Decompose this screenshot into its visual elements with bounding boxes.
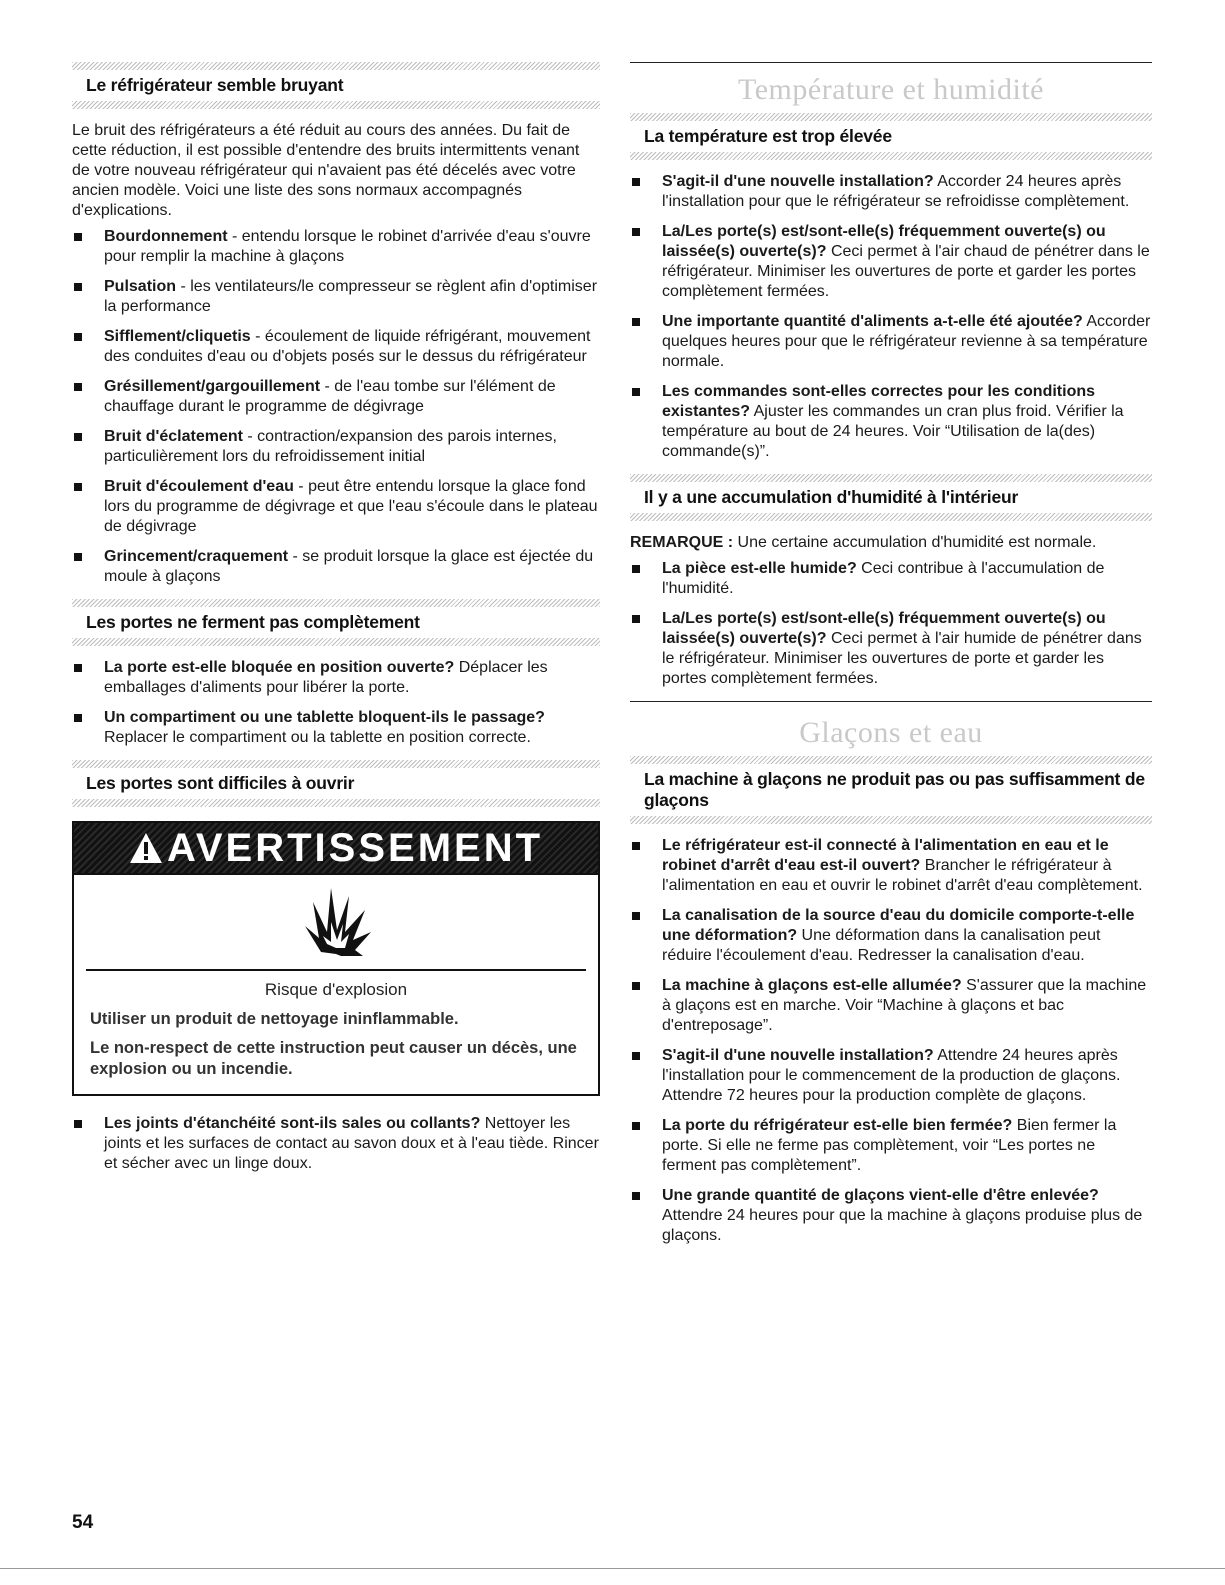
page-number: 54 bbox=[72, 1512, 94, 1533]
bullet-icon bbox=[632, 388, 640, 396]
list-item bbox=[72, 427, 600, 467]
list-item bbox=[630, 222, 1152, 302]
subheading-title: Le réfrigérateur semble bruyant bbox=[86, 75, 344, 95]
item-lead: Grincement/craquement bbox=[104, 548, 289, 565]
item-text: Accorder quelques heures pour que le réfrigérateur revienne à sa température normale. bbox=[662, 313, 1151, 370]
item-text: Ceci permet à l'air humide de pénétrer dans le réfrigérateur. Minimiser les ouvertures de porte et garder les portes complètement fermées. bbox=[662, 630, 1142, 687]
item-lead: Pulsation bbox=[104, 278, 177, 295]
item-lead: S'agit-il d'une nouvelle installation? bbox=[662, 1047, 934, 1064]
left-column bbox=[72, 62, 600, 1186]
list-item bbox=[630, 312, 1152, 372]
item-text: - peut être entendu lorsque la glace fond lors du programme de dégivrage et que l'eau s'écoule dans le plateau de dégivrage bbox=[104, 478, 598, 535]
subheading bbox=[72, 607, 600, 638]
list-item bbox=[630, 836, 1152, 896]
item-text: - écoulement de liquide réfrigérant, mouvement des conduites d'eau ou d'objets posés sur le dessus du réfrigérateur bbox=[104, 328, 591, 365]
bullet-icon bbox=[74, 714, 82, 722]
item-text: Accorder 24 heures après l'installation pour que le réfrigérateur se refroidisse complètement. bbox=[662, 173, 1130, 210]
section-temperature-high bbox=[630, 113, 1152, 462]
item-lead: Le réfrigérateur est-il connecté à l'alimentation en eau et le robinet d'arrêt d'eau est-il ouvert? bbox=[662, 837, 1109, 874]
divider bbox=[72, 599, 600, 607]
item-text: Attendre 24 heures après l'installation pour le commencement de la production de glaçons. Attendre 72 heures pour la production complète de glaçons. bbox=[662, 1047, 1121, 1104]
bullet-icon bbox=[74, 383, 82, 391]
item-text: Ajuster les commandes un cran plus froid. Vérifier la température au bout de 24 heures. Voir “Utilisation de la(des) commande(s)”. bbox=[662, 403, 1124, 460]
warning-header-text: AVERTISSEMENT bbox=[166, 826, 544, 870]
item-lead: Bruit d'éclatement bbox=[104, 428, 243, 445]
divider bbox=[630, 474, 1152, 482]
list-item bbox=[72, 658, 600, 698]
warning-consequence: Le non-respect de cette instruction peut causer un décès, une explosion ou un incendie. bbox=[90, 1039, 577, 1078]
item-lead: Grésillement/gargouillement bbox=[104, 378, 321, 395]
list-item bbox=[630, 1116, 1152, 1176]
section-title: Température et humidité bbox=[738, 73, 1044, 106]
divider bbox=[630, 816, 1152, 824]
list-item bbox=[72, 1114, 600, 1174]
warning-triangle-icon bbox=[129, 832, 163, 864]
item-lead: Un compartiment ou une tablette bloquent-ils le passage? bbox=[104, 709, 545, 726]
bullet-icon bbox=[74, 1120, 82, 1128]
bullet-list bbox=[72, 1114, 600, 1174]
bullet-icon bbox=[74, 483, 82, 491]
divider bbox=[630, 113, 1152, 121]
section-title: Glaçons et eau bbox=[799, 716, 983, 749]
list-item bbox=[630, 976, 1152, 1036]
subheading bbox=[630, 482, 1152, 513]
warning-instruction: Utiliser un produit de nettoyage ininflammable. bbox=[90, 1010, 459, 1028]
item-text: Ceci permet à l'air chaud de pénétrer dans le réfrigérateur. Minimiser les ouvertures de porte et garder les portes complètement fermées. bbox=[662, 243, 1150, 300]
item-text: Attendre 24 heures pour que la machine à glaçons produise plus de glaçons. bbox=[662, 1207, 1143, 1244]
item-text: Déplacer les emballages d'aliments pour libérer la porte. bbox=[104, 659, 548, 696]
divider bbox=[72, 760, 600, 768]
subheading-title: Les portes ne ferment pas complètement bbox=[86, 612, 420, 632]
section-humidity bbox=[630, 474, 1152, 689]
item-text: Replacer le compartiment ou la tablette en position correcte. bbox=[104, 729, 531, 746]
item-text: - de l'eau tombe sur l'élément de chauffage durant le programme de dégivrage bbox=[104, 378, 556, 415]
item-lead: La pièce est-elle humide? bbox=[662, 560, 857, 577]
list-item bbox=[630, 559, 1152, 599]
item-text: Ceci contribue à l'accumulation de l'humidité. bbox=[662, 560, 1105, 597]
list-item bbox=[72, 377, 600, 417]
divider bbox=[630, 513, 1152, 521]
subheading-title: Les portes sont difficiles à ouvrir bbox=[86, 773, 355, 793]
divider bbox=[630, 756, 1152, 764]
item-text: - entendu lorsque le robinet d'arrivée d'eau s'ouvre pour remplir la machine à glaçons bbox=[104, 228, 591, 265]
list-item bbox=[630, 172, 1152, 212]
bullet-icon bbox=[632, 615, 640, 623]
item-lead: Bourdonnement bbox=[104, 228, 228, 245]
bullet-icon bbox=[632, 318, 640, 326]
item-lead: La/Les porte(s) est/sont-elle(s) fréquemment ouverte(s) ou laissée(s) ouverte(s)? bbox=[662, 610, 1106, 647]
divider bbox=[72, 638, 600, 646]
section-doors-hard-to-open bbox=[72, 760, 600, 1174]
divider bbox=[72, 101, 600, 109]
bullet-icon bbox=[632, 912, 640, 920]
list-item bbox=[72, 477, 600, 537]
bullet-list bbox=[72, 658, 600, 748]
item-text: - contraction/expansion des parois internes, particulièrement lors du refroidissement initial bbox=[104, 428, 557, 465]
bullet-list bbox=[630, 172, 1152, 462]
item-lead: S'agit-il d'une nouvelle installation? bbox=[662, 173, 934, 190]
item-lead: Bruit d'écoulement d'eau bbox=[104, 478, 294, 495]
warning-symbol bbox=[86, 875, 586, 971]
bullet-icon bbox=[74, 233, 82, 241]
item-lead: La machine à glaçons est-elle allumée? bbox=[662, 977, 962, 994]
bullet-icon bbox=[74, 553, 82, 561]
warning-risk: Risque d'explosion bbox=[264, 980, 408, 999]
subheading-title: La machine à glaçons ne produit pas ou pas suffisamment de glaçons bbox=[644, 769, 1145, 810]
intro-paragraph: Le bruit des réfrigérateurs a été réduit au cours des années. Du fait de cette réduction, il est possible d'entendre des bruits intermittents venant de votre nouveau réfrigérateur qui n'avaient pas été décelés avec votre ancien modèle. Voici une liste des sons normaux accompagnés d'explications. bbox=[72, 122, 580, 219]
list-item bbox=[630, 1186, 1152, 1246]
note-text: Une certaine accumulation d'humidité est normale. bbox=[733, 534, 1097, 551]
item-text: Bien fermer la porte. Si elle ne ferme pas complètement, voir “Les portes ne ferment pas complètement”. bbox=[662, 1117, 1117, 1174]
item-lead: La/Les porte(s) est/sont-elle(s) fréquemment ouverte(s) ou laissée(s) ouverte(s)? bbox=[662, 223, 1106, 260]
note-paragraph bbox=[630, 533, 1152, 553]
subheading bbox=[72, 768, 600, 799]
subheading bbox=[72, 70, 600, 101]
item-lead: Sifflement/cliquetis bbox=[104, 328, 251, 345]
bullet-list bbox=[630, 836, 1152, 1246]
item-lead: Une grande quantité de glaçons vient-elle d'être enlevée? bbox=[662, 1187, 1099, 1204]
note-label: REMARQUE : bbox=[630, 534, 734, 551]
item-lead: La porte du réfrigérateur est-elle bien fermée? bbox=[662, 1117, 1013, 1134]
item-text: Nettoyer les joints et les surfaces de contact au savon doux et à l'eau tiède. Rincer et sécher avec un linge doux. bbox=[104, 1115, 599, 1172]
explosion-icon bbox=[291, 882, 381, 962]
item-text: - se produit lorsque la glace est éjectée du moule à glaçons bbox=[104, 548, 594, 585]
section-doors-not-closing bbox=[72, 599, 600, 748]
subheading bbox=[630, 764, 1152, 816]
warning-box bbox=[72, 821, 600, 1096]
bullet-icon bbox=[74, 664, 82, 672]
subheading-title: Il y a une accumulation d'humidité à l'intérieur bbox=[644, 487, 1019, 507]
item-text: Brancher le réfrigérateur à l'alimentation en eau et ouvrir le robinet d'arrêt d'eau complètement. bbox=[662, 857, 1143, 894]
subheading bbox=[630, 121, 1152, 152]
bullet-icon bbox=[632, 228, 640, 236]
item-text: S'assurer que la machine à glaçons est en marche. Voir “Machine à glaçons et bac d'entreposage”. bbox=[662, 977, 1147, 1034]
list-item bbox=[72, 227, 600, 267]
bullet-list bbox=[630, 559, 1152, 689]
divider bbox=[630, 152, 1152, 160]
list-item bbox=[630, 382, 1152, 462]
bullet-icon bbox=[632, 842, 640, 850]
list-item bbox=[630, 609, 1152, 689]
section-ice-maker bbox=[630, 756, 1152, 1246]
item-lead: Les joints d'étanchéité sont-ils sales ou collants? bbox=[104, 1115, 481, 1132]
bullet-icon bbox=[632, 1122, 640, 1130]
bullet-icon bbox=[74, 433, 82, 441]
divider bbox=[72, 62, 600, 70]
subheading-title: La température est trop élevée bbox=[644, 126, 892, 146]
divider bbox=[72, 799, 600, 807]
bullet-icon bbox=[632, 1192, 640, 1200]
list-item bbox=[72, 277, 600, 317]
bullet-icon bbox=[632, 982, 640, 990]
item-text: Une déformation dans la canalisation peut réduire l'écoulement d'eau. Redresser la canalisation d'eau. bbox=[662, 927, 1101, 964]
list-item bbox=[72, 327, 600, 367]
list-item bbox=[72, 547, 600, 587]
list-item bbox=[630, 1046, 1152, 1106]
list-item bbox=[630, 906, 1152, 966]
right-column bbox=[630, 62, 1152, 1258]
bullet-list bbox=[72, 227, 600, 587]
bullet-icon bbox=[632, 565, 640, 573]
item-lead: Une importante quantité d'aliments a-t-elle été ajoutée? bbox=[662, 313, 1083, 330]
warning-header bbox=[74, 823, 598, 875]
item-text: - les ventilateurs/le compresseur se règlent afin d'optimiser la performance bbox=[104, 278, 598, 315]
bullet-icon bbox=[632, 1052, 640, 1060]
item-lead: Les commandes sont-elles correctes pour les conditions existantes? bbox=[662, 383, 1096, 420]
list-item bbox=[72, 708, 600, 748]
bullet-icon bbox=[632, 178, 640, 186]
bullet-icon bbox=[74, 333, 82, 341]
item-lead: La canalisation de la source d'eau du domicile comporte-t-elle une déformation? bbox=[662, 907, 1135, 944]
section-noisy bbox=[72, 62, 600, 587]
page-bottom-rule bbox=[0, 1568, 1225, 1569]
warning-body bbox=[74, 971, 598, 1094]
section-title-bar bbox=[630, 62, 1152, 107]
item-lead: La porte est-elle bloquée en position ouverte? bbox=[104, 659, 455, 676]
bullet-icon bbox=[74, 283, 82, 291]
